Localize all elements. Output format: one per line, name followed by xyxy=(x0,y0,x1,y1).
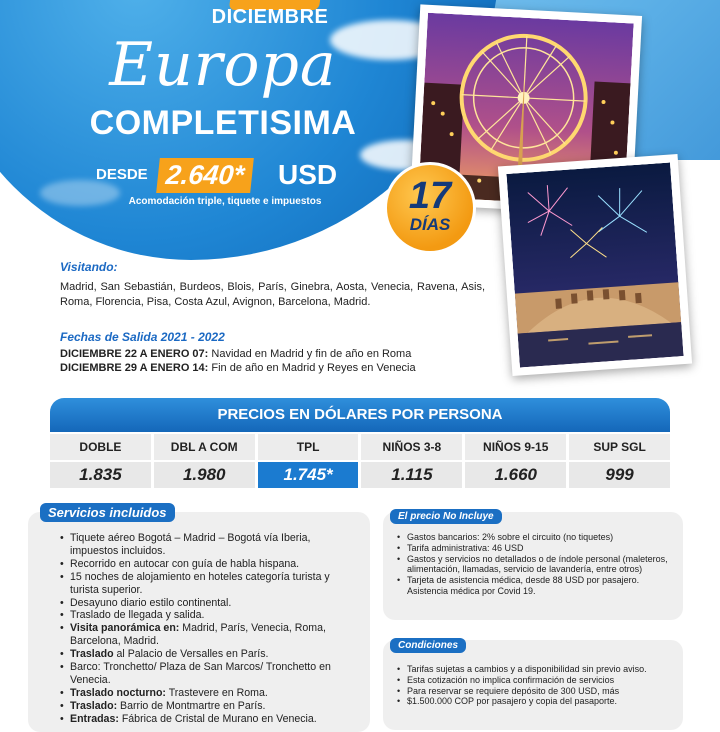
visiting-heading: Visitando: xyxy=(60,260,118,274)
list-item: • Tarifa administrativa: 46 USD xyxy=(397,543,679,554)
departures-heading: Fechas de Salida 2021 - 2022 xyxy=(60,330,225,344)
price-column-header: DOBLE xyxy=(50,434,151,460)
not-included-list xyxy=(397,532,679,597)
list-item: • Gastos bancarios: 2% sobre el circuito (no tiquetes) xyxy=(397,532,679,543)
price-table-header-row xyxy=(50,434,670,460)
included-services-heading: Servicios incluidos xyxy=(40,503,175,522)
list-item: • 15 noches de alojamiento en hoteles categoría turista y turista superior. xyxy=(60,571,360,597)
price-table-heading: PRECIOS EN DÓLARES POR PERSONA xyxy=(50,398,670,432)
price-value: 1.660 xyxy=(465,462,566,488)
price-currency: USD xyxy=(278,159,338,190)
days-badge xyxy=(384,162,476,254)
fireworks-bridge-image xyxy=(506,163,683,368)
price-value: 1.980 xyxy=(154,462,255,488)
price-table xyxy=(50,398,670,488)
venice-bridge-photo xyxy=(498,154,692,376)
list-item: • Tiquete aéreo Bogotá – Madrid – Bogotá vía Iberia, impuestos incluidos. xyxy=(60,532,360,558)
list-item: • Visita panorámica en: Madrid, París, Venecia, Roma, Barcelona, Madrid. xyxy=(60,622,360,648)
price-value: 1.835 xyxy=(50,462,151,488)
price-value: 1.115 xyxy=(361,462,462,488)
price-column-header: NIÑOS 9-15 xyxy=(465,434,566,460)
price-value-highlighted: 1.745* xyxy=(258,462,359,488)
price-column-header: TPL xyxy=(258,434,359,460)
conditions-heading: Condiciones xyxy=(390,638,466,653)
departure-date: DICIEMBRE 29 A ENERO 14: xyxy=(60,362,209,374)
list-item: • Traslado nocturno: Trastevere en Roma. xyxy=(60,687,360,700)
list-item: • Tarifas sujetas a cambios y a disponibilidad sin previo aviso. xyxy=(397,664,679,675)
departure-item xyxy=(60,361,416,375)
conditions-list xyxy=(397,664,679,707)
departure-item xyxy=(60,347,416,361)
departure-desc: Fin de año en Madrid y Reyes en Venecia xyxy=(208,362,416,374)
month-label: DICIEMBRE xyxy=(211,6,329,28)
price-prefix: DESDE xyxy=(96,166,148,183)
price-column-header: DBL A COM xyxy=(154,434,255,460)
list-item: • Recorrido en autocar con guía de habla hispana. xyxy=(60,558,360,571)
departures-list xyxy=(60,347,416,375)
days-label: DÍAS xyxy=(409,215,451,234)
list-item: • Traslado de llegada y salida. xyxy=(60,609,360,622)
price-column-header: SUP SGL xyxy=(569,434,670,460)
list-item: • Traslado: Barrio de Montmartre en París. xyxy=(60,700,360,713)
list-item: • Gastos y servicios no detallados o de índole personal (maleteros, alimentación, llamadas, servicio de lavandería, entre otros) xyxy=(397,554,679,576)
visiting-cities: Madrid, San Sebastián, Burdeos, Blois, París, Ginebra, Aosta, Venecia, Ravena, Asis, Roma, Florencia, Pisa, Costa Azul, Avignon, Barcelona, Madrid. xyxy=(60,281,485,308)
main-title: COMPLETISIMA xyxy=(89,104,357,142)
price-table-value-row xyxy=(50,462,670,488)
list-item: • Desayuno diario estilo continental. xyxy=(60,597,360,610)
price-value: 999 xyxy=(569,462,670,488)
included-services-list xyxy=(60,532,360,726)
list-item: • Entradas: Fábrica de Cristal de Murano en Venecia. xyxy=(60,713,360,726)
not-included-heading: El precio No Incluye xyxy=(390,509,502,524)
price-highlight: 2.640* xyxy=(156,158,254,193)
list-item: • Para reservar se requiere depósito de 300 USD, más xyxy=(397,686,679,697)
accommodation-note: Acomodación triple, tiquete e impuestos xyxy=(128,196,322,207)
list-item: • Esta cotización no implica confirmación de servicios xyxy=(397,675,679,686)
price-column-header: NIÑOS 3-8 xyxy=(361,434,462,460)
list-item: • Tarjeta de asistencia médica, desde 88 USD por pasajero. Asistencia médica por Covid 19. xyxy=(397,575,679,597)
list-item: • Traslado al Palacio de Versalles en París. xyxy=(60,648,360,661)
script-title: Europa xyxy=(109,30,337,100)
days-number: 17 xyxy=(408,175,452,217)
list-item: • $1.500.000 COP por pasajero y copia del pasaporte. xyxy=(397,696,679,707)
list-item: • Barco: Tronchetto/ Plaza de San Marcos/ Tronchetto en Venecia. xyxy=(60,661,360,687)
departure-desc: Navidad en Madrid y fin de año en Roma xyxy=(208,348,412,360)
departure-date: DICIEMBRE 22 A ENERO 07: xyxy=(60,348,209,360)
